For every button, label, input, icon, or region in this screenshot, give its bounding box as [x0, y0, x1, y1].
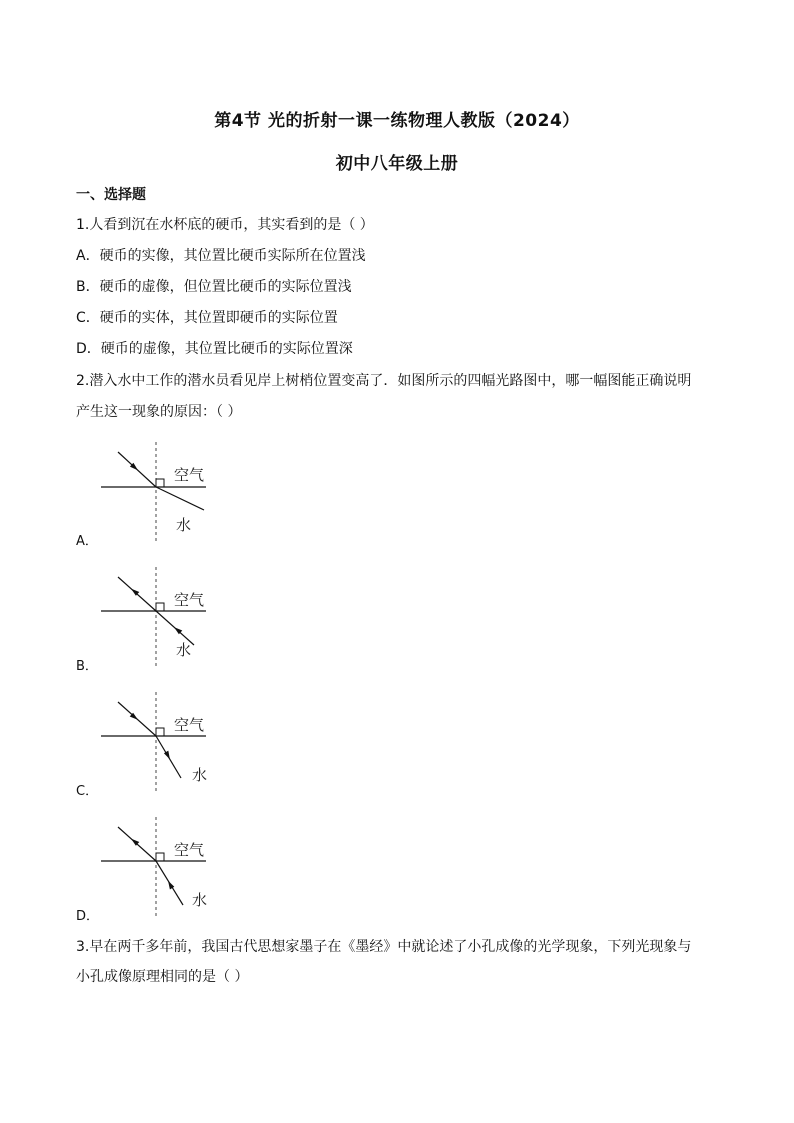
q1-option-d: D．硬币的虚像，其位置比硬币的实际位置深 — [76, 341, 353, 357]
q2-figure-a — [96, 442, 216, 542]
q1-option-c: C．硬币的实体，其位置即硬币的实际位置 — [76, 310, 338, 326]
q1-stem: 1.人看到沉在水杯底的硬币，其实看到的是（ ） — [76, 217, 374, 233]
optics-diagram-d — [96, 817, 216, 917]
air-label: 空气 — [174, 591, 205, 609]
optics-diagram-a — [96, 442, 216, 542]
q2-option-a-label: A． — [76, 534, 98, 549]
air-label: 空气 — [174, 716, 205, 734]
air-label: 空气 — [174, 841, 205, 859]
water-label: 水 — [192, 766, 208, 784]
q2-figure-c — [96, 692, 216, 792]
water-label: 水 — [176, 641, 192, 659]
air-label: 空气 — [174, 466, 205, 484]
q2-option-d-label: D． — [76, 909, 100, 924]
q3-stem-line2: 小孔成像原理相同的是（ ） — [76, 969, 249, 985]
q2-stem-line2: 产生这一现象的原因：（ ） — [76, 404, 242, 420]
q2-stem-line1: 2.潜入水中工作的潜水员看见岸上树梢位置变高了．如图所示的四幅光路图中，哪一幅图能正确说明 — [76, 373, 692, 389]
section-heading: 一、选择题 — [76, 187, 146, 203]
page-title: 第4节 光的折射一课一练物理人教版（2024） — [214, 111, 580, 131]
water-label: 水 — [192, 891, 208, 909]
optics-diagram-c — [96, 692, 216, 792]
optics-diagram-b — [96, 567, 216, 667]
page-subtitle: 初中八年级上册 — [335, 154, 459, 174]
q2-figure-b — [96, 567, 216, 667]
water-label: 水 — [176, 516, 192, 534]
q2-option-c-label: C． — [76, 784, 99, 799]
q3-stem-line1: 3.早在两千多年前，我国古代思想家墨子在《墨经》中就论述了小孔成像的光学现象，下列光现象与 — [76, 939, 692, 955]
q1-option-b: B．硬币的虚像，但位置比硬币的实际位置浅 — [76, 279, 352, 295]
q2-option-b-label: B． — [76, 659, 98, 674]
q2-figure-d — [96, 817, 216, 917]
q1-option-a: A．硬币的实像，其位置比硬币实际所在位置浅 — [76, 248, 366, 264]
